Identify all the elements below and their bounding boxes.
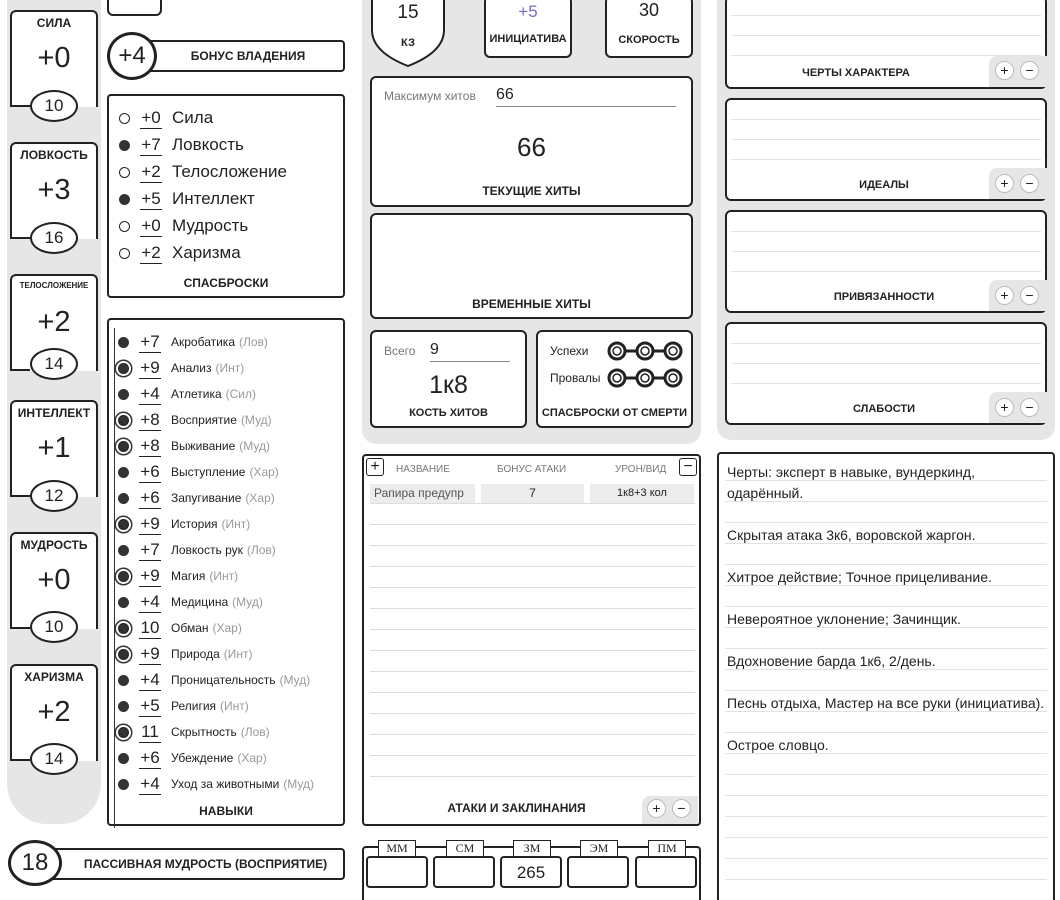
- skill-label: Проницательность: [171, 673, 276, 687]
- skill-attribute: (Инт): [209, 569, 239, 583]
- attacks-title: АТАКИ И ЗАКЛИНАНИЯ: [447, 801, 586, 815]
- save-row[interactable]: [119, 241, 241, 265]
- remove-attack-bottom-button[interactable]: −: [672, 799, 691, 818]
- skill-label: История: [171, 517, 218, 531]
- skill-row[interactable]: [118, 642, 253, 666]
- skill-mod: +4: [140, 591, 160, 611]
- coin-input-sp[interactable]: [433, 856, 495, 888]
- save-row[interactable]: [119, 187, 255, 211]
- save-label: Телосложение: [172, 162, 287, 181]
- skill-attribute: (Хар): [245, 491, 275, 505]
- temp-hp-label: ВРЕМЕННЫЕ ХИТЫ: [472, 297, 591, 311]
- skill-attribute: (Муд): [283, 777, 315, 791]
- skill-label: Анализ: [171, 361, 212, 375]
- remove-trait-button[interactable]: −: [1020, 61, 1039, 80]
- armor-class-value: 15: [397, 2, 419, 23]
- inspiration-box[interactable]: [107, 0, 162, 16]
- coin-input-gp[interactable]: 265: [500, 856, 562, 888]
- skill-label: Обман: [171, 621, 209, 635]
- skill-mod: +6: [140, 747, 160, 767]
- skill-label: Ловкость рук: [171, 543, 243, 557]
- skill-label: Медицина: [171, 595, 229, 609]
- proficiency-dot[interactable]: [118, 675, 129, 686]
- coin-input-cp[interactable]: [366, 856, 428, 888]
- remove-bond-button[interactable]: −: [1020, 286, 1039, 305]
- attacks-lines: [370, 483, 695, 785]
- attack-bonus-input[interactable]: 7: [481, 484, 584, 503]
- speed-value: 30: [638, 0, 660, 20]
- proficiency-bonus[interactable]: +4: [107, 32, 157, 80]
- proficiency-dot[interactable]: [118, 545, 129, 556]
- skills-title: НАВЫКИ: [199, 804, 253, 818]
- skill-label: Природа: [171, 647, 220, 661]
- skill-label: Запугивание: [171, 491, 242, 505]
- hit-points-box: [370, 76, 693, 207]
- hit-dice-value[interactable]: 1к8: [429, 371, 468, 399]
- skill-label: Убеждение: [171, 751, 234, 765]
- proficiency-dot[interactable]: [118, 597, 129, 608]
- temp-hp-box[interactable]: [370, 213, 693, 319]
- hit-dice-total-label: Всего: [384, 344, 416, 358]
- skill-attribute: (Хар): [212, 621, 242, 635]
- death-failures-label: Провалы: [550, 371, 601, 385]
- skill-mod: +9: [140, 643, 160, 663]
- save-label: Харизма: [172, 243, 241, 262]
- coin-input-ep[interactable]: [567, 856, 629, 888]
- add-bond-button[interactable]: +: [995, 286, 1014, 305]
- proficiency-dot[interactable]: [118, 363, 129, 374]
- proficiency-dot[interactable]: [119, 140, 130, 151]
- save-label: Сила: [172, 108, 214, 127]
- skill-mod: 11: [139, 722, 161, 743]
- save-mod: +2: [141, 161, 161, 181]
- ideals-lines: [731, 100, 1041, 170]
- flaws-label: СЛАБОСТИ: [852, 403, 916, 415]
- skill-attribute: (Инт): [215, 361, 245, 375]
- ability-modifier: +2: [37, 696, 71, 728]
- proficiency-dot[interactable]: [118, 441, 129, 452]
- save-mod: +0: [141, 215, 161, 235]
- attack-col-name: НАЗВАНИЕ: [396, 464, 450, 475]
- skill-mod: +4: [140, 773, 160, 793]
- skill-attribute: (Инт): [220, 699, 249, 713]
- skill-mod: +6: [140, 487, 160, 507]
- attack-col-damage: УРОН/ВИД: [615, 464, 667, 475]
- armor-class-label: КЗ: [400, 37, 415, 49]
- skill-attribute: (Лов): [246, 543, 276, 557]
- ability-modifier: +0: [37, 564, 71, 596]
- ability-score-wisdom[interactable]: 10: [30, 611, 78, 643]
- saving-throws-title: СПАСБРОСКИ: [183, 276, 269, 290]
- skill-attribute: (Муд): [279, 673, 311, 687]
- skill-mod: +9: [140, 513, 160, 533]
- flaws-box[interactable]: [725, 322, 1047, 425]
- skill-label: Уход за животными: [171, 777, 280, 791]
- coin-label-pp: ПМ: [648, 840, 686, 857]
- feature-line: Скрытая атака 3к6, воровской жаргон.: [727, 527, 976, 543]
- skill-mod: +4: [140, 669, 160, 689]
- save-label: Мудрость: [172, 216, 249, 235]
- ability-name: ИНТЕЛЛЕКТ: [17, 406, 91, 420]
- skill-row[interactable]: [118, 512, 250, 536]
- coin-label-sp: СМ: [446, 840, 484, 857]
- skill-label: Восприятие: [171, 413, 237, 427]
- ability-score-intelligence[interactable]: 12: [30, 480, 78, 512]
- current-hp-value[interactable]: 66: [517, 132, 546, 162]
- ability-name: ЛОВКОСТЬ: [20, 148, 88, 162]
- proficiency-dot[interactable]: [119, 248, 130, 259]
- skill-row[interactable]: [118, 564, 238, 588]
- ability-name: ХАРИЗМА: [24, 670, 84, 684]
- traits-box[interactable]: [725, 0, 1047, 89]
- speed-label: СКОРОСТЬ: [618, 34, 680, 46]
- proficiency-dot[interactable]: [118, 493, 129, 504]
- save-mod: +7: [141, 134, 161, 154]
- save-row[interactable]: [119, 106, 213, 130]
- proficiency-dot[interactable]: [118, 753, 129, 764]
- hit-dice-total-input[interactable]: 9: [430, 341, 510, 362]
- speed-box[interactable]: [605, 0, 693, 58]
- flaws-lines: [731, 324, 1041, 394]
- ability-name: ТЕЛОСЛОЖЕНИЕ: [19, 281, 89, 290]
- saving-throws-panel: [107, 94, 345, 298]
- feature-line: Хитрое действие; Точное прицеливание.: [727, 569, 992, 585]
- skill-mod: +7: [140, 539, 160, 559]
- proficiency-dot[interactable]: [119, 113, 130, 124]
- save-label: Ловкость: [172, 135, 244, 154]
- skill-label: Атлетика: [171, 387, 222, 401]
- skill-row[interactable]: [118, 434, 270, 458]
- add-flaw-button[interactable]: +: [995, 398, 1014, 417]
- skill-row[interactable]: [118, 616, 242, 640]
- proficiency-dot[interactable]: [118, 337, 129, 348]
- proficiency-dot[interactable]: [118, 467, 129, 478]
- ability-modifier: +3: [37, 174, 71, 206]
- skill-row[interactable]: [118, 330, 268, 354]
- save-mod: +5: [141, 188, 161, 208]
- ability-modifier: +0: [37, 42, 71, 74]
- hit-dice-label: КОСТЬ ХИТОВ: [409, 407, 488, 419]
- skill-mod: +8: [140, 409, 160, 429]
- ability-modifier: +1: [37, 432, 71, 464]
- skill-mod: +8: [140, 435, 160, 455]
- remove-attack-button[interactable]: −: [679, 458, 697, 476]
- save-row[interactable]: [119, 160, 287, 184]
- skill-mod: +7: [140, 331, 160, 351]
- skill-attribute: (Хар): [237, 751, 267, 765]
- proficiency-dot[interactable]: [118, 779, 129, 790]
- proficiency-dot[interactable]: [119, 194, 130, 205]
- traits-lines: [731, 0, 1041, 56]
- proficiency-label-box: [131, 40, 345, 72]
- skill-mod: +6: [140, 461, 160, 481]
- save-mod: +2: [141, 242, 161, 262]
- skill-attribute: (Лов): [239, 335, 268, 349]
- proficiency-dot[interactable]: [118, 623, 129, 634]
- ideals-box[interactable]: [725, 98, 1047, 201]
- bonds-label: ПРИВЯЗАННОСТИ: [833, 291, 935, 303]
- attack-damage-input[interactable]: 1к8+3 кол: [590, 484, 694, 503]
- skill-label: Выживание: [171, 439, 236, 453]
- proficiency-label: БОНУС ВЛАДЕНИЯ: [190, 49, 306, 63]
- skill-row[interactable]: [118, 668, 310, 692]
- ability-modifier: +2: [37, 306, 71, 338]
- initiative-label: ИНИЦИАТИВА: [489, 33, 567, 45]
- ability-name: СИЛА: [36, 16, 72, 30]
- skill-row[interactable]: [118, 746, 267, 770]
- ideals-label: ИДЕАЛЫ: [859, 179, 909, 191]
- skill-attribute: (Сил): [225, 387, 257, 401]
- feature-line: Острое словцо.: [727, 737, 829, 753]
- skill-attribute: (Инт): [223, 647, 253, 661]
- max-hp-label: Максимум хитов: [384, 89, 476, 103]
- save-mod: +0: [141, 107, 161, 127]
- skill-label: Религия: [171, 699, 217, 713]
- skill-attribute: (Муд): [232, 595, 263, 609]
- skill-label: Магия: [171, 569, 206, 583]
- ability-score-constitution[interactable]: 14: [30, 348, 78, 380]
- skill-row[interactable]: [118, 772, 314, 796]
- skill-label: Скрытность: [171, 725, 237, 739]
- skill-label: Акробатика: [171, 335, 235, 349]
- passive-wisdom-label: ПАССИВНАЯ МУДРОСТЬ (ВОСПРИЯТИЕ): [83, 857, 328, 871]
- add-attack-button[interactable]: +: [366, 458, 384, 476]
- skill-label: Выступление: [171, 465, 246, 479]
- proficiency-dot[interactable]: [118, 701, 129, 712]
- skill-row[interactable]: [118, 538, 276, 562]
- initiative-box[interactable]: [484, 0, 572, 58]
- remove-ideal-button[interactable]: −: [1020, 174, 1039, 193]
- remove-flaw-button[interactable]: −: [1020, 398, 1039, 417]
- attack-col-bonus: БОНУС АТАКИ: [497, 464, 567, 475]
- ability-name: МУДРОСТЬ: [20, 538, 88, 552]
- skills-panel: [107, 318, 345, 826]
- save-row[interactable]: [119, 133, 244, 157]
- skill-row[interactable]: [118, 720, 270, 744]
- initiative-value: +5: [518, 2, 538, 21]
- coin-label-cp: ММ: [378, 840, 416, 857]
- death-saves-box: [536, 330, 693, 428]
- bonds-box[interactable]: [725, 210, 1047, 313]
- skill-mod: +9: [140, 357, 160, 377]
- add-ideal-button[interactable]: +: [995, 174, 1014, 193]
- coin-input-pp[interactable]: [635, 856, 697, 888]
- feature-line: Черты: эксперт в навыке, вундеркинд,: [727, 464, 975, 480]
- proficiency-dot[interactable]: [119, 221, 130, 232]
- skills-divider: [114, 328, 115, 828]
- ability-score-dexterity[interactable]: 16: [30, 222, 78, 254]
- skill-row[interactable]: [118, 590, 263, 614]
- proficiency-dot[interactable]: [118, 415, 129, 426]
- skill-attribute: (Инт): [221, 517, 251, 531]
- skill-mod: +4: [140, 383, 160, 403]
- skill-attribute: (Хар): [249, 465, 279, 479]
- ability-score-charisma[interactable]: 14: [30, 743, 78, 775]
- coin-label-ep: ЭМ: [580, 840, 618, 857]
- skill-row[interactable]: [118, 408, 272, 432]
- attacks-panel: [362, 454, 701, 826]
- coin-label-gp: ЗМ: [513, 840, 551, 857]
- add-trait-button[interactable]: +: [995, 61, 1014, 80]
- skill-mod: +5: [140, 695, 160, 715]
- skill-mod: 10: [140, 617, 160, 637]
- skill-mod: +9: [140, 565, 160, 585]
- proficiency-dot[interactable]: [118, 649, 129, 660]
- proficiency-dot[interactable]: [118, 727, 129, 738]
- add-attack-bottom-button[interactable]: +: [647, 799, 666, 818]
- death-saves-label: СПАСБРОСКИ ОТ СМЕРТИ: [541, 407, 688, 419]
- proficiency-dot[interactable]: [118, 519, 129, 530]
- skill-row[interactable]: [118, 486, 275, 510]
- current-hp-label: ТЕКУЩИЕ ХИТЫ: [482, 184, 581, 198]
- skill-row[interactable]: [118, 356, 244, 380]
- proficiency-dot[interactable]: [118, 571, 129, 582]
- passive-wisdom-box: [36, 848, 345, 880]
- skill-attribute: (Муд): [239, 439, 271, 453]
- save-row[interactable]: [119, 214, 248, 238]
- skill-row[interactable]: [118, 382, 256, 406]
- death-successes-label: Успехи: [550, 344, 589, 358]
- feature-line: Вдохновение барда 1к6, 2/день.: [727, 653, 936, 669]
- feature-line: одарённый.: [727, 485, 804, 501]
- death-save-circles[interactable]: [606, 338, 690, 390]
- features-text: [727, 462, 1047, 756]
- attack-name-input[interactable]: Рапира предупр: [370, 484, 475, 503]
- features-panel[interactable]: [717, 452, 1055, 900]
- feature-line: Невероятное уклонение; Зачинщик.: [727, 611, 961, 627]
- skill-row[interactable]: [118, 694, 249, 718]
- feature-line: Песнь отдыха, Мастер на все руки (инициатива).: [727, 695, 1045, 711]
- skill-attribute: (Лов): [240, 725, 270, 739]
- hit-dice-box: [370, 330, 527, 428]
- traits-label: ЧЕРТЫ ХАРАКТЕРА: [802, 67, 910, 79]
- proficiency-dot[interactable]: [119, 167, 130, 178]
- save-label: Интеллект: [172, 189, 255, 208]
- bonds-lines: [731, 212, 1041, 282]
- ability-score-strength[interactable]: 10: [30, 90, 78, 122]
- passive-wisdom-value[interactable]: 18: [8, 840, 62, 886]
- max-hp-input[interactable]: 66: [496, 86, 676, 107]
- skill-attribute: (Муд): [240, 413, 272, 427]
- skill-row[interactable]: [118, 460, 279, 484]
- proficiency-dot[interactable]: [118, 389, 129, 400]
